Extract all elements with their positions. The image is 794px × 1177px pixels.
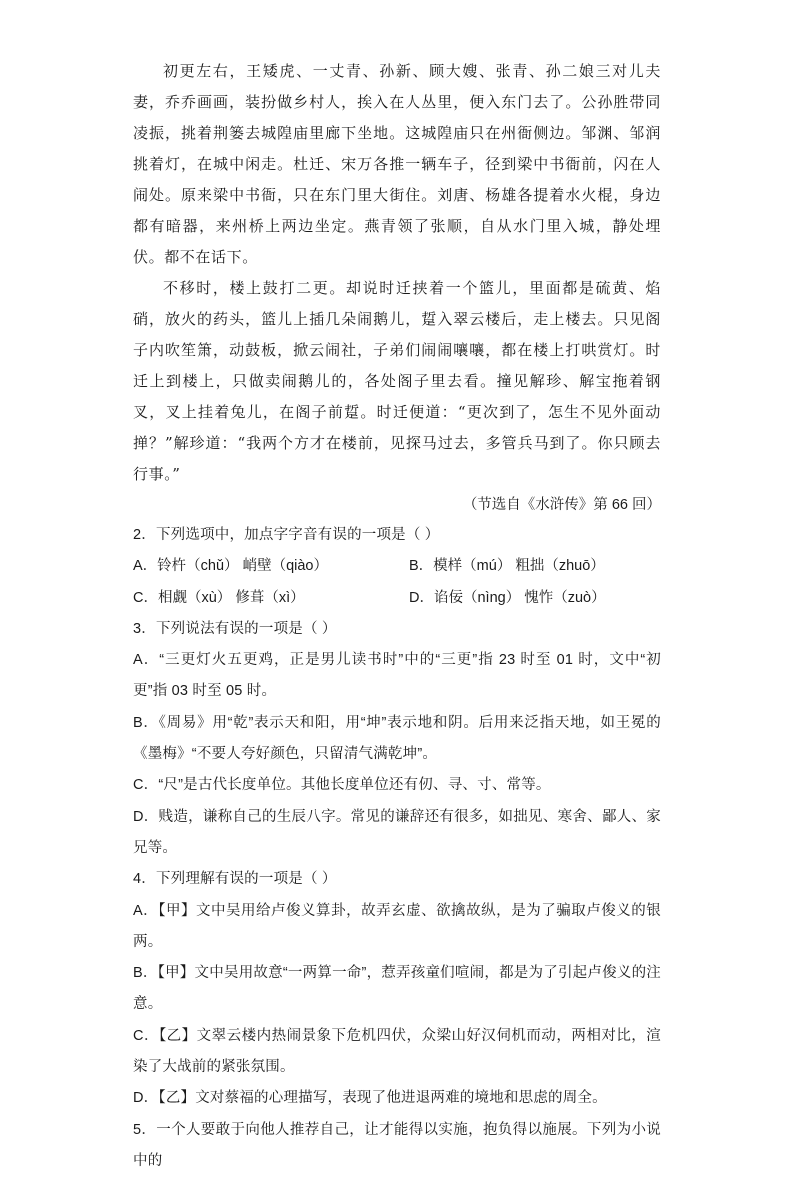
question-3-option-b: B．《周易》用“乾”表示天和阳，用“坤”表示地和阴。后用来泛指天地，如王冕的《墨梅》“不要人夸好颜色，只留清气满乾坤”。 (133, 714, 661, 763)
question-3-option-c: C．“尺”是古代长度单位。其他长度单位还有仞、寻、寸、常等。 (133, 777, 551, 794)
question-2-options-row-1 (133, 551, 661, 582)
question-4-option-c: C．【乙】文翠云楼内热闹景象下危机四伏，众梁山好汉伺机而动，两相对比，渲染了大战前的紧张氛围。 (133, 1027, 661, 1076)
question-3-stem: 3．下列说法有误的一项是（ ） (133, 620, 337, 637)
question-2-stem: 2．下列选项中，加点字字音有误的一项是（ ） (133, 527, 440, 543)
document-content (133, 56, 661, 1177)
question-4-option-a: A．【甲】文中吴用给卢俊义算卦，故弄玄虚、欲擒故纵，是为了骗取卢俊义的银两。 (133, 902, 661, 950)
question-4-option-b: B．【甲】文中吴用故意“一两算一命”，惹弄孩童们喧闹，都是为了引起卢俊义的注意。 (133, 965, 661, 1013)
passage-paragraph-1: 初更左右，王矮虎、一丈青、孙新、顾大嫂、张青、孙二娘三对儿夫妻，乔乔画画，装扮做乡村人，挨入在人丛里，便入东门去了。公孙胜带同凌振，挑着荆篓去城隍庙里廊下坐地。这城隍庙只在州衙侧边。邹渊、邹润挑着灯，在城中闲走。杜迁、宋万各推一辆车子，径到梁中书衙前，闪在人闹处。原来梁中书衙，只在东门里大街住。刘唐、杨雄各提着水火棍，身边都有暗器，来州桥上两边坐定。燕青领了张顺，自从水门里入城，静处埋伏。都不在话下。 (133, 62, 661, 266)
passage-source: （节选自《水浒传》第 66 回） (462, 497, 661, 513)
passage-paragraph-2: 不移时，楼上鼓打二更。却说时迁挟着一个篮儿，里面都是硫黄、焰硝，放火的药头，篮儿上插几朵闹鹅儿，踅入翠云楼后，走上楼去。只见阁子内吹笙箫，动鼓板，掀云闹社，子弟们闹闹嚷嚷，都在楼上打哄赏灯。时迁上到楼上，只做卖闹鹅儿的，各处阁子里去看。撞见解珍、解宝拖着钢叉，叉上挂着兔儿，在阁子前踅。时迁便道：“更次到了，怎生不见外面动掸？”解珍道：“我两个方才在楼前，见探马过去，多管兵马到了。你只顾去行事。” (133, 279, 661, 483)
question-3-option-a: A．“三更灯火五更鸡，正是男儿读书时”中的“三更”指 23 时至 01 时，文中“初更”指 03 时至 05 时。 (133, 652, 661, 700)
question-4-option-d: D．【乙】文对蔡福的心理描写，表现了他进退两难的境地和思虑的周全。 (133, 1090, 607, 1107)
question-2-option-c: C．相觑（xù） 修葺（xì） (133, 589, 305, 606)
question-4-stem: 4．下列理解有误的一项是（ ） (133, 871, 337, 888)
question-2-option-b: B．模样（mú） 粗拙（zhuō） (409, 558, 605, 575)
question-5-stem: 5．一个人要敢于向他人推荐自己，让才能得以实施，抱负得以施展。下列为小说中的 (133, 1121, 661, 1169)
question-3-option-d: D．贱造，谦称自己的生辰八字。常见的谦辞还有很多，如拙见、寒舍、鄙人、家兄等。 (133, 808, 661, 856)
question-2-option-a: A．铃杵（chǔ） 峭壁（qiào） (133, 558, 328, 575)
question-2-options-row-2 (133, 583, 661, 614)
question-2-option-d: D．谄佞（nìng） 愧怍（zuò） (409, 589, 606, 606)
